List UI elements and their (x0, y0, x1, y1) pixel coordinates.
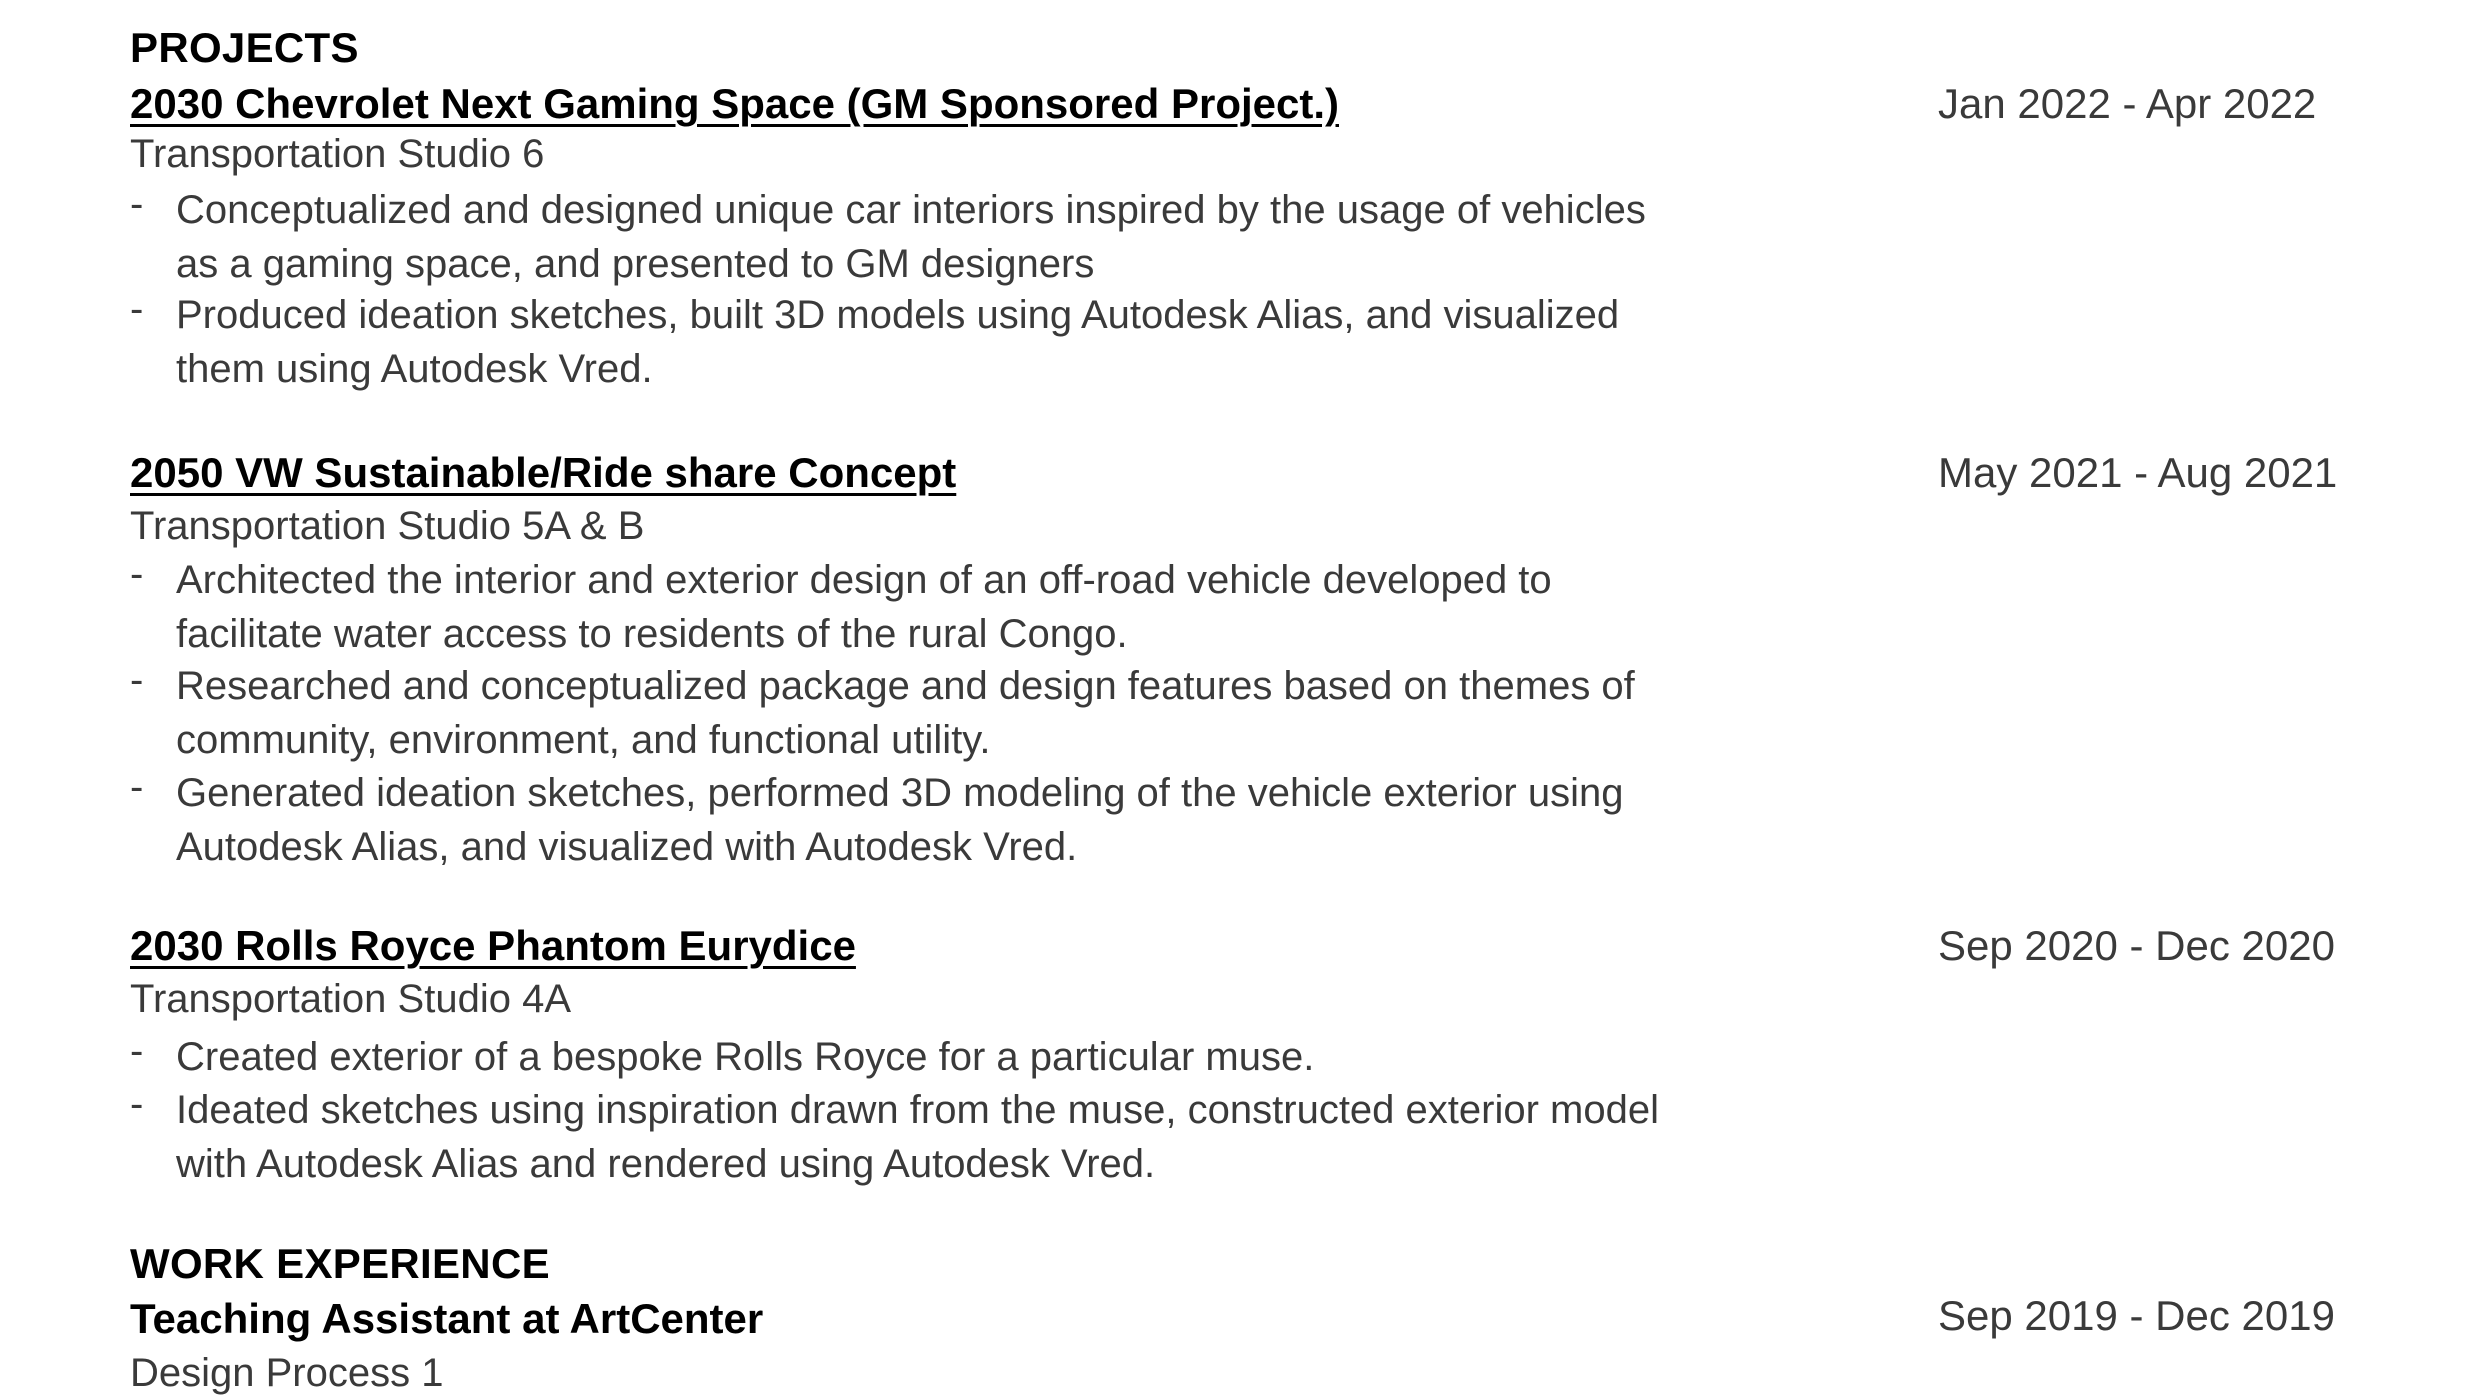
project-dates-chevrolet: Jan 2022 - Apr 2022 (1938, 80, 2317, 127)
bullet-dash: - (130, 658, 144, 702)
project-dates-rolls-royce: Sep 2020 - Dec 2020 (1938, 922, 2335, 969)
job-dates-teaching-assistant: Sep 2019 - Dec 2019 (1938, 1292, 2335, 1339)
project-bullet (130, 766, 1690, 874)
project-bullet (130, 1083, 1690, 1191)
project-bullet (130, 183, 1690, 291)
bullet-text: Produced ideation sketches, built 3D models using Autodesk Alias, and visualized them using Autodesk Vred. (176, 293, 1620, 391)
job-subtitle-teaching-assistant: Design Process 1 (130, 1351, 444, 1395)
bullet-dash: - (130, 287, 144, 331)
bullet-dash: - (130, 765, 144, 809)
bullet-text: Ideated sketches using inspiration drawn from the muse, constructed exterior model with Autodesk Alias and rendered using Autodesk Vred. (176, 1088, 1659, 1186)
project-bullet (130, 659, 1690, 767)
bullet-dash: - (130, 552, 144, 596)
bullet-dash: - (130, 1029, 144, 1073)
project-title-chevrolet: 2030 Chevrolet Next Gaming Space (GM Sponsored Project.) (130, 80, 1339, 127)
project-studio-chevrolet: Transportation Studio 6 (130, 132, 545, 176)
projects-heading: PROJECTS (130, 24, 359, 71)
bullet-dash: - (130, 182, 144, 226)
project-bullet (130, 1030, 1690, 1084)
project-bullet (130, 553, 1690, 661)
bullet-text: Researched and conceptualized package and design features based on themes of community, environment, and functional utility. (176, 664, 1635, 762)
project-title-rolls-royce: 2030 Rolls Royce Phantom Eurydice (130, 922, 856, 969)
project-dates-vw: May 2021 - Aug 2021 (1938, 449, 2338, 496)
bullet-text: Generated ideation sketches, performed 3D modeling of the vehicle exterior using Autodesk Alias, and visualized with Autodesk Vred. (176, 771, 1624, 869)
work-experience-heading: WORK EXPERIENCE (130, 1240, 550, 1287)
bullet-dash: - (130, 1082, 144, 1126)
project-studio-vw: Transportation Studio 5A & B (130, 504, 645, 548)
bullet-text: Created exterior of a bespoke Rolls Royce for a particular muse. (176, 1035, 1315, 1079)
project-bullet (130, 288, 1690, 396)
project-title-vw: 2050 VW Sustainable/Ride share Concept (130, 449, 957, 496)
project-studio-rolls-royce: Transportation Studio 4A (130, 977, 571, 1021)
bullet-text: Conceptualized and designed unique car interiors inspired by the usage of vehicles as a gaming space, and presented to GM designers (176, 188, 1646, 286)
bullet-text: Architected the interior and exterior design of an off-road vehicle developed to facilitate water access to residents of the rural Congo. (176, 558, 1552, 656)
job-title-teaching-assistant: Teaching Assistant at ArtCenter (130, 1295, 764, 1342)
